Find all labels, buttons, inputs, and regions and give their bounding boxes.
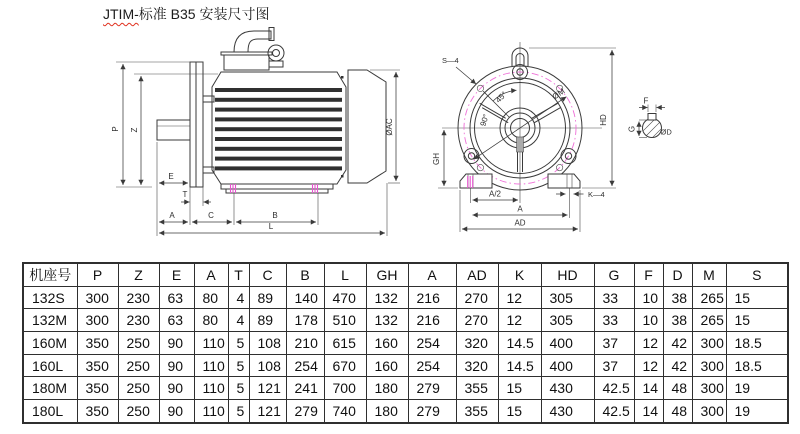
table-cell: 265 — [692, 309, 726, 332]
table-cell: 15 — [726, 286, 788, 309]
table-cell: 300 — [692, 400, 726, 423]
table-cell: 4 — [228, 286, 249, 309]
table-cell: 110 — [194, 377, 228, 400]
terminal-box — [224, 55, 269, 70]
table-cell: 110 — [194, 332, 228, 355]
header-cell: L — [324, 263, 366, 286]
header-cell: AD — [456, 263, 498, 286]
cooling-ribs — [215, 88, 342, 170]
table-cell: 4 — [228, 309, 249, 332]
table-cell: 33 — [594, 309, 634, 332]
header-cell: D — [663, 263, 692, 286]
table-cell: 160M — [23, 332, 77, 355]
table-cell: 279 — [408, 400, 456, 423]
dimension-drawing — [0, 26, 800, 256]
shaft-key-detail — [628, 97, 673, 143]
table-cell: 241 — [286, 377, 324, 400]
spec-table — [22, 262, 789, 424]
table-cell: 42.5 — [594, 400, 634, 423]
dim-label-a-front: A — [517, 204, 523, 214]
table-cell: 180L — [23, 400, 77, 423]
table-cell: 42 — [663, 354, 692, 377]
table-cell: 132S — [23, 286, 77, 309]
table-cell: 90 — [159, 332, 194, 355]
dim-label-g: G — [627, 125, 637, 133]
table-cell: 510 — [324, 309, 366, 332]
table-cell: 63 — [159, 309, 194, 332]
table-cell: 140 — [286, 286, 324, 309]
dim-label-c: C — [208, 211, 214, 220]
front-foot-left — [460, 174, 492, 188]
header-cell: HD — [541, 263, 594, 286]
table-cell: 670 — [324, 354, 366, 377]
table-cell: 178 — [286, 309, 324, 332]
table-cell: 350 — [77, 354, 118, 377]
header-cell: B — [286, 263, 324, 286]
table-cell: 38 — [663, 309, 692, 332]
table-cell: 10 — [634, 309, 663, 332]
header-cell: P — [77, 263, 118, 286]
table-cell: 18.5 — [726, 332, 788, 355]
table-cell: 350 — [77, 400, 118, 423]
dim-label-a: A — [169, 211, 175, 220]
table-cell: 132 — [366, 309, 408, 332]
table-cell: 121 — [249, 377, 286, 400]
title-rest: 标准 B35 安装尺寸图 — [138, 6, 270, 22]
table-cell: 254 — [408, 354, 456, 377]
dim-label-l: L — [268, 222, 274, 231]
dim-label-d: ØD — [660, 127, 672, 137]
table-cell: 300 — [692, 377, 726, 400]
header-cell: C — [249, 263, 286, 286]
table-cell: 63 — [159, 286, 194, 309]
table-row — [23, 309, 788, 332]
table-cell: 180 — [366, 377, 408, 400]
header-cell: Z — [118, 263, 159, 286]
header-cell: K — [498, 263, 541, 286]
table-cell: 5 — [228, 377, 249, 400]
shaft — [157, 120, 190, 140]
header-cell: G — [594, 263, 634, 286]
dim-label-hd: HD — [599, 114, 608, 126]
table-cell: 300 — [692, 354, 726, 377]
table-cell: 15 — [498, 400, 541, 423]
table-cell: 110 — [194, 400, 228, 423]
dim-label-a-half: A/2 — [488, 189, 502, 199]
table-cell: 700 — [324, 377, 366, 400]
page-title — [103, 4, 269, 24]
header-cell: A — [194, 263, 228, 286]
table-cell: 160 — [366, 332, 408, 355]
key-section — [648, 114, 656, 121]
header-cell: F — [634, 263, 663, 286]
table-cell: 15 — [498, 377, 541, 400]
table-cell: 10 — [634, 286, 663, 309]
table-cell: 15 — [726, 309, 788, 332]
table-cell: 250 — [118, 332, 159, 355]
table-cell: 279 — [286, 400, 324, 423]
table-cell: 270 — [456, 286, 498, 309]
table-cell: 470 — [324, 286, 366, 309]
table-cell: 42.5 — [594, 377, 634, 400]
table-cell: 320 — [456, 354, 498, 377]
fan-cover — [348, 70, 386, 183]
table-cell: 80 — [194, 309, 228, 332]
dim-label-z: Z — [130, 127, 139, 133]
table-cell: 180 — [366, 400, 408, 423]
header-cell: E — [159, 263, 194, 286]
table-cell: 305 — [541, 286, 594, 309]
table-cell: 90 — [159, 400, 194, 423]
dim-label-e: E — [168, 172, 174, 181]
table-cell: 254 — [408, 332, 456, 355]
table-header-row — [23, 263, 788, 286]
table-cell: 132 — [366, 286, 408, 309]
front-view-annotations — [442, 56, 567, 159]
table-cell: 48 — [663, 377, 692, 400]
dim-label-90deg: 90° — [478, 113, 491, 128]
dim-label-t: T — [182, 190, 188, 199]
table-row — [23, 354, 788, 377]
table-row — [23, 286, 788, 309]
table-cell: 740 — [324, 400, 366, 423]
table-cell: 254 — [286, 354, 324, 377]
dim-label-k4: K—4 — [588, 190, 605, 199]
table-cell: 355 — [456, 377, 498, 400]
table-cell: 14.5 — [498, 354, 541, 377]
table-cell: 300 — [77, 286, 118, 309]
table-cell: 300 — [77, 309, 118, 332]
table-cell: 160 — [366, 354, 408, 377]
table-cell: 216 — [408, 309, 456, 332]
table-cell: 430 — [541, 377, 594, 400]
header-cell: S — [726, 263, 788, 286]
header-cell: M — [692, 263, 726, 286]
table-cell: 400 — [541, 354, 594, 377]
table-cell: 37 — [594, 354, 634, 377]
title-spellcheck-part: JTIM- — [103, 6, 139, 22]
table-cell: 14.5 — [498, 332, 541, 355]
dim-label-s4: S—4 — [442, 56, 459, 65]
shaft-section — [643, 119, 662, 138]
table-cell: 37 — [594, 332, 634, 355]
table-cell: 90 — [159, 354, 194, 377]
table-cell: 48 — [663, 400, 692, 423]
table-cell: 350 — [77, 332, 118, 355]
table-cell: 279 — [408, 377, 456, 400]
table-cell: 132M — [23, 309, 77, 332]
table-cell: 180M — [23, 377, 77, 400]
table-cell: 14 — [634, 377, 663, 400]
dim-label-b: B — [272, 211, 278, 220]
table-cell: 230 — [118, 286, 159, 309]
dim-label-m: ØM — [550, 86, 567, 102]
conduit-elbow — [234, 31, 271, 52]
table-cell: 12 — [498, 309, 541, 332]
table-row — [23, 377, 788, 400]
motor-front-view — [432, 42, 616, 232]
table-cell: 320 — [456, 332, 498, 355]
header-cell: A — [408, 263, 456, 286]
table-cell: 160L — [23, 354, 77, 377]
table-cell: 33 — [594, 286, 634, 309]
table-cell: 430 — [541, 400, 594, 423]
table-row — [23, 332, 788, 355]
table-cell: 305 — [541, 309, 594, 332]
table-cell: 5 — [228, 400, 249, 423]
header-cell: T — [228, 263, 249, 286]
mounting-feet — [221, 184, 333, 189]
table-cell: 355 — [456, 400, 498, 423]
dim-label-45deg: 45° — [493, 89, 509, 105]
table-cell: 42 — [663, 332, 692, 355]
dim-label-gh: GH — [432, 153, 441, 165]
table-cell: 265 — [692, 286, 726, 309]
table-cell: 615 — [324, 332, 366, 355]
table-cell: 216 — [408, 286, 456, 309]
table-cell: 250 — [118, 354, 159, 377]
table-cell: 300 — [692, 332, 726, 355]
table-cell: 350 — [77, 377, 118, 400]
table-cell: 12 — [634, 354, 663, 377]
table-cell: 80 — [194, 286, 228, 309]
front-foot-right — [548, 174, 580, 188]
table-cell: 110 — [194, 354, 228, 377]
table-cell: 89 — [249, 286, 286, 309]
table-cell: 270 — [456, 309, 498, 332]
table-cell: 400 — [541, 332, 594, 355]
dim-label-ac: ØAC — [385, 118, 394, 136]
table-cell: 12 — [498, 286, 541, 309]
motor-side-view — [111, 28, 400, 237]
table-cell: 108 — [249, 332, 286, 355]
table-cell: 121 — [249, 400, 286, 423]
table-cell: 250 — [118, 400, 159, 423]
table-cell: 210 — [286, 332, 324, 355]
header-cell: 机座号 — [23, 263, 77, 286]
table-cell: 18.5 — [726, 354, 788, 377]
table-cell: 12 — [634, 332, 663, 355]
table-cell: 5 — [228, 354, 249, 377]
table-cell: 250 — [118, 377, 159, 400]
table-cell: 108 — [249, 354, 286, 377]
dim-label-f: F — [643, 96, 649, 106]
eyebolt-side — [268, 45, 284, 61]
table-cell: 230 — [118, 309, 159, 332]
table-cell: 5 — [228, 332, 249, 355]
header-cell: GH — [366, 263, 408, 286]
table-cell: 19 — [726, 377, 788, 400]
table-body — [23, 286, 788, 423]
table-cell: 14 — [634, 400, 663, 423]
table-cell: 89 — [249, 309, 286, 332]
table-cell: 38 — [663, 286, 692, 309]
table-cell: 19 — [726, 400, 788, 423]
table-cell: 90 — [159, 377, 194, 400]
dim-label-p: P — [111, 126, 120, 132]
dim-label-ad: AD — [514, 218, 526, 228]
table-row — [23, 400, 788, 423]
keyway-slot — [517, 137, 524, 152]
